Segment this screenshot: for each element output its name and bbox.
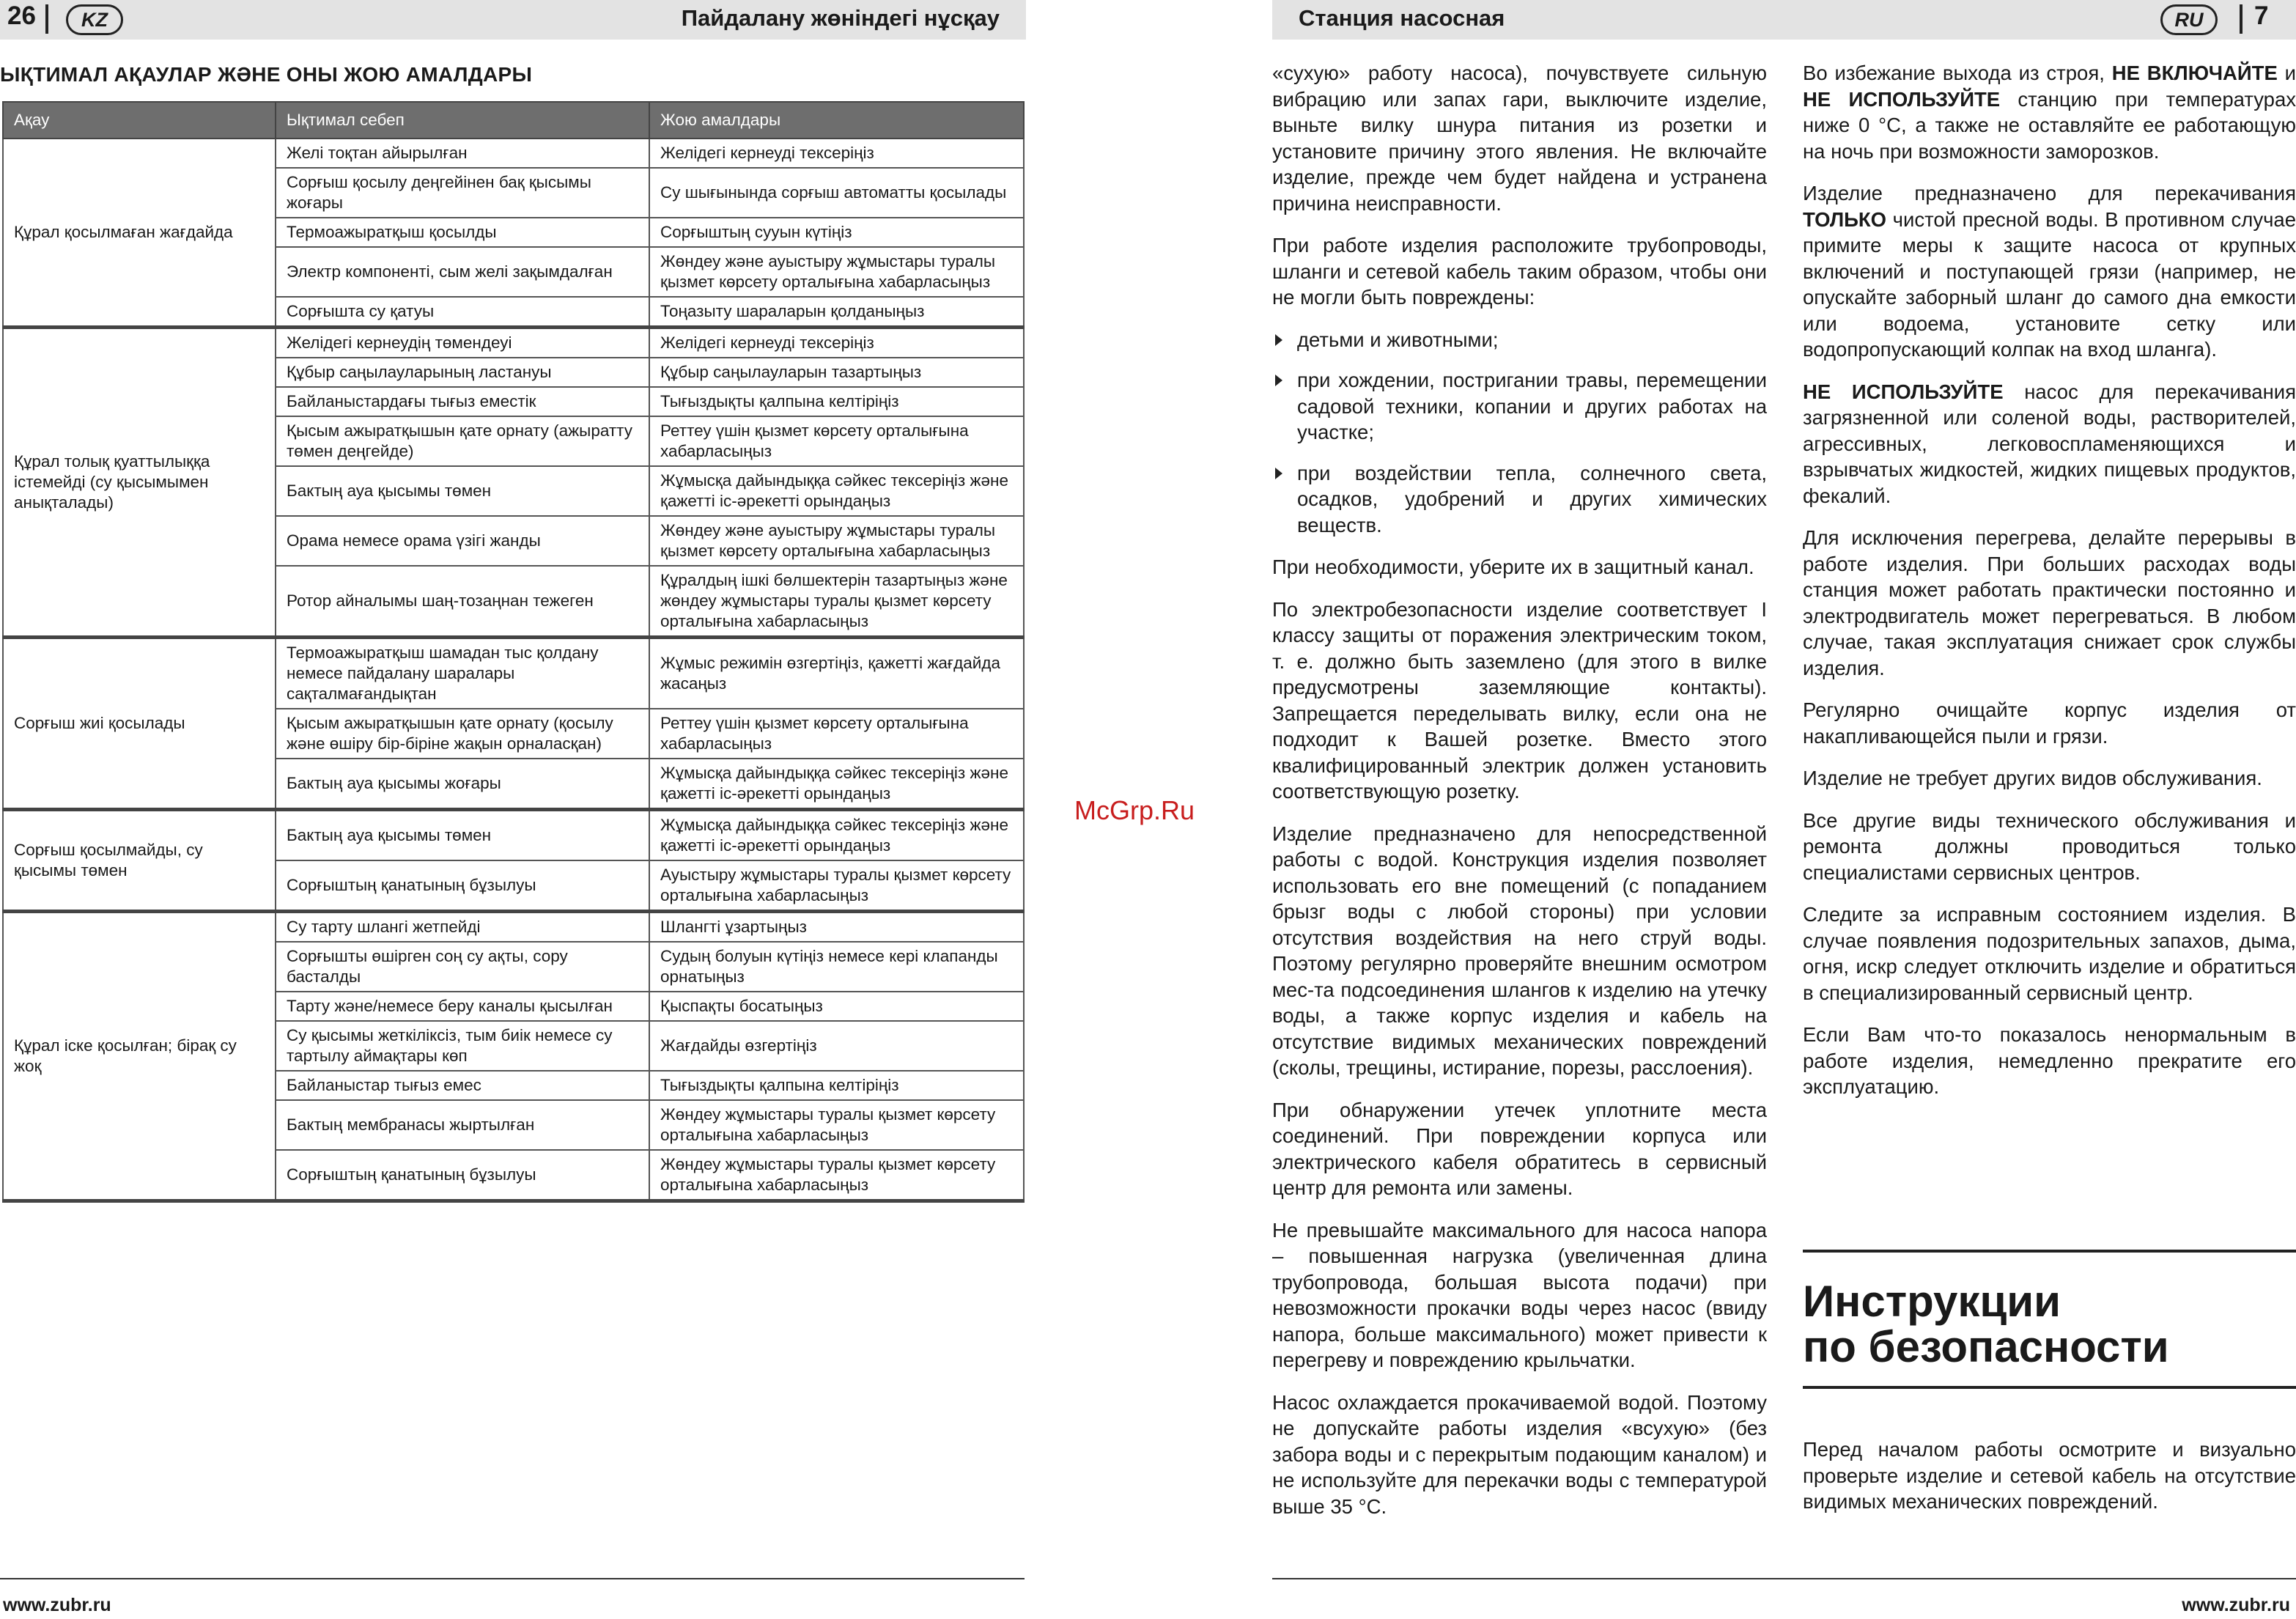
solution-cell: Қыспақты босатыңыз [649, 992, 1024, 1021]
solution-cell: Тығыздықты қалпына келтіріңіз [649, 1071, 1024, 1100]
paragraph [1803, 180, 2296, 363]
cause-cell: Қысым ажыратқышын қате орнату (қосылу және өшіру бір-біріне жақын орналасқан) [276, 709, 649, 759]
text: Во избежание выхода из строя, [1803, 62, 2112, 84]
language-badge: RU [2160, 4, 2218, 35]
safety-intro-text [1803, 1437, 2296, 1531]
bullet-icon [1275, 468, 1282, 479]
fault-group [3, 912, 1024, 1201]
left-header [0, 0, 1026, 40]
divider [2240, 4, 2243, 34]
emphasis: НЕ ВКЛЮЧАЙТЕ [2111, 62, 2278, 84]
paragraph: «сухую» работу насоса), почувствуете сильную вибрацию или запах гари, выключите изделие, выньте вилку шнура питания из розетки и установите причину этого явления. Не включайте изделие, прежде чем будет найдена и устранена причина неисправности. [1272, 62, 1767, 215]
header-title: Станция насосная [1299, 5, 1505, 31]
solution-cell: Құбыр саңылауларын тазартыңыз [649, 358, 1024, 387]
solution-cell: Ауыстыру жұмыстары туралы қызмет көрсету орталығына хабарласыңыз [649, 860, 1024, 912]
cause-cell: Сорғыш қосылу деңгейінен бақ қысымы жоғары [276, 168, 649, 218]
cause-cell: Сорғышта су қатуы [276, 297, 649, 328]
paragraph: Для исключения перегрева, делайте перерывы в работе изделия. При больших расходах воды станция может работать практически постоянно и электродвигатель может перегреваться. В любом случае, такая эксплуатация снижает срок службы изделия. [1803, 526, 2296, 679]
emphasis: НЕ ИСПОЛЬЗУЙТЕ [1803, 380, 2004, 403]
cause-cell: Бактың мембранасы жыртылған [276, 1100, 649, 1150]
left-page [0, 0, 1026, 1619]
solution-cell: Жұмысқа дайындыққа сәйкес тексеріңіз және қажетті іс-әрекетті орындаңыз [649, 759, 1024, 810]
solution-cell: Тоңазыту шараларын қолданыңыз [649, 297, 1024, 328]
paragraph: Изделие не требует других видов обслуживания. [1803, 767, 2262, 789]
solution-cell: Жөндеу жұмыстары туралы қызмет көрсету орталығына хабарласыңыз [649, 1100, 1024, 1150]
solution-cell: Желідегі кернеуді тексеріңіз [649, 328, 1024, 358]
fault-group [3, 328, 1024, 638]
text-column-right [1803, 60, 2296, 1116]
solution-cell: Тығыздықты қалпына келтіріңіз [649, 387, 1024, 416]
heading-rule-top [1803, 1250, 2296, 1253]
emphasis: НЕ ИСПОЛЬЗУЙТЕ [1803, 87, 2001, 111]
section-title-line: Инструкции [1803, 1277, 2061, 1326]
solution-cell: Жұмыс режимін өзгертіңіз, қажетті жағдайда жасаңыз [649, 638, 1024, 709]
cause-cell: Байланыстардағы тығыз еместік [276, 387, 649, 416]
cause-cell: Желі тоқтан айырылған [276, 139, 649, 168]
solution-cell: Су шығынында сорғыш автоматты қосылады [649, 168, 1024, 218]
table-row [3, 810, 1024, 861]
solution-cell: Шлангті ұзартыңыз [649, 912, 1024, 943]
paragraph: Все другие виды технического обслуживания и ремонта должны проводиться только специалистами сервисных центров. [1803, 808, 2296, 884]
paragraph: Не превышайте максимального для насоса напора – повышенная нагрузка (увеличенная длина трубопровода, большая высота подачи) при невозможности прокачки воды через насос (ввиду напора, больше максимального) может привести к перегреву и повреждению крыльчатки. [1272, 1218, 1767, 1371]
list-item-text: детьми и животными; [1297, 328, 1499, 351]
bullet-icon [1275, 375, 1282, 386]
solution-cell: Жұмысқа дайындыққа сәйкес тексеріңіз және қажетті іс-әрекетті орындаңыз [649, 466, 1024, 516]
section-title: ЫҚТИМАЛ АҚАУЛАР ЖӘНЕ ОНЫ ЖОЮ АМАЛДАРЫ [0, 63, 533, 86]
watermark: McGrp.Ru [1074, 795, 1195, 825]
cause-cell: Орама немесе орама үзігі жанды [276, 516, 649, 566]
solution-cell: Желідегі кернеуді тексеріңіз [649, 139, 1024, 168]
paragraph: Изделие предназначено для непосредственной работы с водой. Конструкция изделия позволяет использовать его вне помещений (с попаданием брызг воды с любой стороны) при условии отсутствия воздействия на него струй воды. Поэтому регулярно проверяйте внешним осмотром мес-та подсоединения шлангов к изделию на утечку воды, а также корпус изделия и кабель на отсутствие видимых механических повреждений (сколы, трещины, истирание, порезы, расслоения). [1272, 822, 1767, 1079]
cause-cell: Қысым ажыратқышын қате орнату (ажыратту төмен деңгейде) [276, 416, 649, 466]
cause-cell: Бактың ауа қысымы төмен [276, 810, 649, 861]
cause-cell: Су қысымы жеткіліксіз, тым биік немесе су тартылу аймақтары көп [276, 1021, 649, 1071]
table-row [3, 638, 1024, 709]
text: чистой пресной воды. В противном случае примите меры к защите насоса от крупных включений и поступающей грязи (например, не опускайте заборный шланг до самого дна емкости или водоема, установите сетку или водопропускающий колпак на вход шланга). [1803, 207, 2296, 361]
page-number: 7 [2254, 1, 2269, 30]
language-badge: KZ [66, 4, 123, 35]
cause-cell: Құбыр саңылауларының ластануы [276, 358, 649, 387]
column-header: Жою амалдары [649, 102, 1024, 139]
paragraph: При необходимости, уберите их в защитный канал. [1272, 556, 1754, 578]
list-item [1272, 327, 1767, 353]
bullet-icon [1275, 334, 1282, 346]
cause-cell: Су тарту шлангі жетпейді [276, 912, 649, 943]
fault-cell: Құрал толық қуаттылыққа істемейді (су қысымымен анықталады) [3, 328, 276, 638]
column-header: Ақау [3, 102, 276, 139]
fault-group [3, 139, 1024, 328]
text: Изделие предназначено для перекачивания [1803, 182, 2296, 204]
cause-cell: Ротор айналымы шаң-тозаңнан тежеген [276, 566, 649, 638]
fault-cell: Құрал іске қосылған; бірақ су жоқ [3, 912, 276, 1201]
cause-cell: Бактың ауа қысымы жоғары [276, 759, 649, 810]
text-column-left [1272, 60, 1767, 1535]
solution-cell: Реттеу үшін қызмет көрсету орталығына хабарласыңыз [649, 709, 1024, 759]
solution-cell: Жөндеу және ауыстыру жұмыстары туралы қызмет көрсету орталығына хабарласыңыз [649, 247, 1024, 297]
text: станцию при температурах ниже 0 °С, а также не оставляйте ее работающую на ночь при возможности заморозков. [1803, 87, 2296, 163]
cause-cell: Электр компоненті, сым желі зақымдалған [276, 247, 649, 297]
fault-cell: Сорғыш қосылмайды, су қысымы төмен [3, 810, 276, 912]
solution-cell: Жөндеу және ауыстыру жұмыстары туралы қызмет көрсету орталығына хабарласыңыз [649, 516, 1024, 566]
column-header: Ықтимал себеп [276, 102, 649, 139]
section-title-line: по безопасности [1803, 1322, 2169, 1371]
solution-cell: Реттеу үшін қызмет көрсету орталығына хабарласыңыз [649, 416, 1024, 466]
table-row [3, 912, 1024, 943]
paragraph: Следите за исправным состоянием изделия. В случае появления подозрительных запахов, дыма, огня, искр следует отключить изделие и обратиться в специализированный сервисный центр. [1803, 903, 2296, 1004]
footer-link[interactable]: www.zubr.ru [2182, 1595, 2290, 1615]
cause-cell: Желідегі кернеудің төмендеуі [276, 328, 649, 358]
solution-cell: Жөндеу жұмыстары туралы қызмет көрсету орталығына хабарласыңыз [649, 1150, 1024, 1201]
page-number: 26 [7, 1, 36, 30]
cause-cell: Термоажыратқыш шамадан тыс қолдану немесе пайдалану шаралары сақталмағандықтан [276, 638, 649, 709]
table-header-row [3, 102, 1024, 139]
heading-rule-bottom [1803, 1386, 2296, 1389]
bullet-list [1272, 327, 1767, 539]
paragraph: Регулярно очищайте корпус изделия от накапливающейся пыли и грязи. [1803, 698, 2296, 748]
fault-group [3, 638, 1024, 810]
text: и [2277, 62, 2296, 84]
divider [45, 4, 48, 34]
fault-cell: Сорғыш жиі қосылады [3, 638, 276, 810]
paragraph [1803, 379, 2296, 509]
cause-cell: Сорғышты өшірген соң су ақты, сору басталды [276, 942, 649, 992]
list-item-text: при хождении, постригании травы, перемещении садовой техники, копании и других работах на участке; [1297, 369, 1767, 443]
table-row [3, 328, 1024, 358]
solution-cell: Жұмысқа дайындыққа сәйкес тексеріңіз және қажетті іс-әрекетті орындаңыз [649, 810, 1024, 861]
paragraph: При обнаружении утечек уплотните места соединений. При повреждении корпуса или электрического кабеля обратитесь в сервисный центр для ремонта или замены. [1272, 1098, 1767, 1199]
list-item [1272, 367, 1767, 446]
list-item-text: при воздействии тепла, солнечного света, осадков, удобрений и других химических веществ. [1297, 461, 1767, 536]
paragraph: По электробезопасности изделие соответствует I классу защиты от поражения электрическим током, т. е. должно быть заземлено (для этого в вилке предусмотрены заземляющие контакты). Запрещается переделывать вилку, если она не подходит к Вашей розетке. Вместо этого квалифицированный электрик должен установить соответствующую розетку. [1272, 597, 1767, 803]
paragraph: Насос охлаждается прокачиваемой водой. Поэтому не допускайте работы изделия «всухую» (без забора воды и с перекрытым подающим каналом) и не используйте для перекачки воды с температурой выше 35 °С. [1272, 1390, 1767, 1518]
cause-cell: Бактың ауа қысымы төмен [276, 466, 649, 516]
list-item [1272, 460, 1767, 539]
footer-link[interactable]: www.zubr.ru [3, 1595, 111, 1615]
emphasis: ТОЛЬКО [1803, 207, 1887, 231]
paragraph: Если Вам что-то показалось ненормальным в работе изделия, немедленно прекратите его эксплуатацию. [1803, 1023, 2296, 1098]
fault-group [3, 810, 1024, 912]
paragraph [1803, 60, 2296, 164]
solution-cell: Құралдың ішкі бөлшектерін тазартыңыз және жөндеу жұмыстары туралы қызмет көрсету орталығына хабарласыңыз [649, 566, 1024, 638]
cause-cell: Тарту және/немесе беру каналы қысылған [276, 992, 649, 1021]
footer-rule [1272, 1578, 2296, 1579]
right-header [1272, 0, 2296, 40]
solution-cell: Судың болуын күтіңіз немесе кері клапанды орнатыңыз [649, 942, 1024, 992]
fault-cell: Құрал қосылмаған жағдайда [3, 139, 276, 328]
cause-cell: Сорғыштың қанатының бұзылуы [276, 860, 649, 912]
troubleshooting-table [2, 101, 1025, 1203]
cause-cell: Байланыстар тығыз емес [276, 1071, 649, 1100]
header-title: Пайдалану жөніндегі нұсқау [681, 5, 1000, 31]
paragraph: При работе изделия расположите трубопроводы, шланги и сетевой кабель таким образом, чтобы они не могли быть повреждены: [1272, 234, 1767, 309]
safety-section-heading [1803, 1250, 2296, 1389]
cause-cell: Термоажыратқыш қосылды [276, 218, 649, 247]
text: насос для перекачивания загрязненной или соленой воды, растворителей, агрессивных, легковоспламеняющихся и взрывчатых жидкостей, жидких пищевых продуктов, фекалий. [1803, 380, 2296, 507]
solution-cell: Сорғыштың сууын күтіңіз [649, 218, 1024, 247]
cause-cell: Сорғыштың қанатының бұзылуы [276, 1150, 649, 1201]
solution-cell: Жағдайды өзгертіңіз [649, 1021, 1024, 1071]
table-row [3, 139, 1024, 168]
footer-rule [0, 1578, 1025, 1579]
paragraph: Перед началом работы осмотрите и визуально проверьте изделие и сетевой кабель на отсутствие видимых механических повреждений. [1803, 1438, 2296, 1513]
